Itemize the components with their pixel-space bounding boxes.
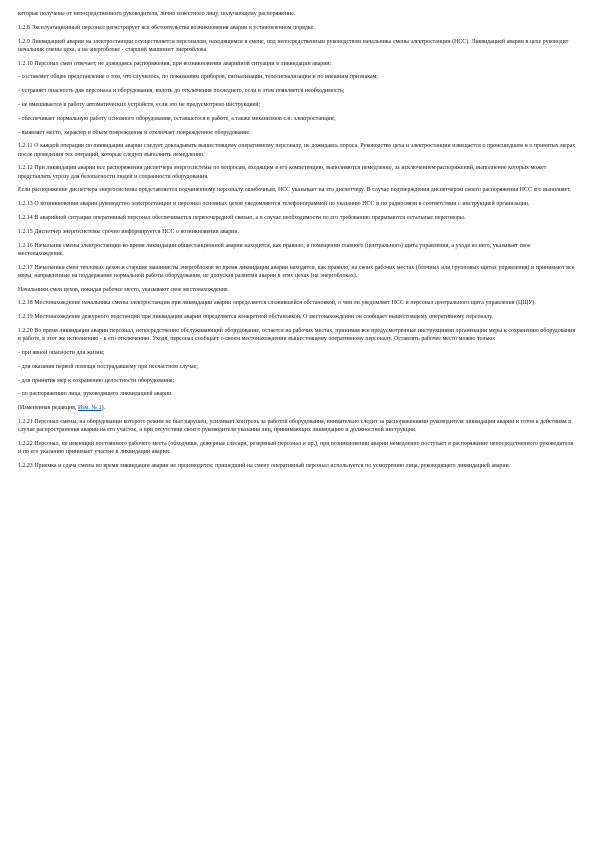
paragraph-text: 1.2.16 Начальник смены электростанции во время ликвидации общестанционной аварии находится, как правило, в помещении главного (центрального) щита управления, а уходя из него, указывает свое местонахождение.: [18, 242, 531, 257]
paragraph: [18, 327, 577, 343]
paragraph-text: - для оказания первой помощи пострадавшему при несчастном случае;: [18, 363, 198, 370]
paragraph-text: 1.2.20 Во время ликвидации аварии персонал, непосредственно обслуживающий оборудование, остается на рабочих местах, принимая все предусмотренные инструкциями организации меры к сохранению оборудования в работе, в этот же исполнению - к его отключению. Уходя, персонал сообщает о своем местонахождении вышестоящему оперативному персоналу. Оставлять рабочее место можно только:: [18, 327, 576, 343]
paragraph-text: (Измененная редакция,: [18, 405, 78, 412]
paragraph: [18, 377, 577, 385]
paragraph: [18, 418, 577, 434]
paragraph-text: 1.2.14 В аварийной ситуации оперативный персонал обеспечивается первоочередной связью, а в случае необходимости по его требованию прерываются остальные переговоры.: [18, 214, 466, 221]
paragraph: [18, 101, 577, 109]
paragraph: [18, 313, 577, 321]
paragraph: [18, 363, 577, 371]
paragraph-text: 1.2.11 О каждой операции по ликвидации аварии следует докладывать вышестоящему оперативному персоналу, не дожидаясь опроса. Руководство цеха и электростанции извещается о происшедшем и о принятых мерах после проведения тех операций, которые следует выполнить немедленно.: [18, 143, 576, 158]
paragraph-text: которые получены от непосредственного руководителя, лично известного лицу, получающему распоряжение.: [18, 11, 296, 17]
paragraph: [18, 390, 577, 398]
amendment-link[interactable]: Изм. № 1: [78, 405, 102, 412]
paragraph: [18, 228, 577, 236]
paragraph: [18, 24, 577, 32]
paragraph: [18, 129, 577, 137]
paragraph: [18, 38, 577, 54]
paragraph-text: 1.2.21 Персонал смены, на оборудовании которого режим не был нарушен, усиливает контроль за работой оборудования, внимательно следит за распоряжениями руководителя ликвидации аварии и готов к действиям в случае распространения аварии на его участок, а при отсутствии своего руководителя указания лиц, принимающих ликвидацию и должностной инструкции.: [18, 418, 572, 434]
paragraph-text: 1.2.9 Ликвидацией аварии на электростанции осуществляется персоналом, находящимся в смене, под непосредственным руководством начальника смены электростанции (НСС). Ликвидацией аварии в цехе руководит начальник смены цеха, а на энергоблоке - старший машинист энергоблока.: [18, 38, 569, 53]
paragraph: [18, 60, 577, 68]
paragraph: [18, 142, 577, 158]
paragraph: [18, 200, 577, 208]
paragraph-text: 1.2.17 Начальники смен тепловых цехов и старшие машинисты энергоблоков во время ликвидации аварии находятся, как правило, на своих рабочих местах (блочных или групповых щитах управления) и принимают все меры, направленные на поддержание нормальной работы оборудования, не допуская развития аварии в этих цехах (на энергоблоках).: [18, 264, 575, 279]
paragraph: [18, 462, 577, 470]
paragraph-text: 1.2.19 Местонахождение дежурного подстанции при ликвидации аварии определяется конкретной обстановкой. О местонахождении он сообщает вышестоящему оперативному персоналу.: [18, 314, 494, 321]
paragraph-text: - составляет общее представление о том, что случилось, по показаниям приборов, сигнализации, телесигнализации и по внешним признакам;: [18, 74, 378, 81]
paragraph-text: - по распоряжению лица, руководящего ликвидацией аварии.: [18, 391, 173, 398]
paragraph: [18, 73, 577, 81]
paragraph: [18, 242, 577, 258]
paragraph: [18, 404, 577, 412]
paragraph-text: Если распоряжение диспетчера энергосистемы представляется подчиненному персоналу ошибочным, НСС указывает на это диспетчеру. В случае подтверждения диспетчером своего распоряжения НСС его выполняет.: [18, 187, 571, 194]
paragraph-text: 1.2.23 Приемка и сдача смены во время ликвидации аварии не производится; пришедший на смену оперативный персонал используется по усмотрению лица, руководящего ликвидацией аварии.: [18, 462, 511, 469]
paragraph: [18, 440, 577, 456]
paragraph: [18, 286, 577, 294]
paragraph-text: 1.2.15 Диспетчер энергосистемы срочно информируется НСС о возникновении аварии.: [18, 228, 239, 235]
paragraph-text: - при явной опасности для жизни;: [18, 349, 105, 356]
paragraph-text: 1.2.8 Эксплуатационный персонал регистрирует все обстоятельства возникновения аварии в установленном порядке.: [18, 24, 315, 31]
paragraph: [18, 214, 577, 222]
paragraph: [18, 87, 577, 95]
paragraph-text: 1.2.12 При ликвидации аварии все распоряжения диспетчера энергосистемы по вопросам, входящим в его компетенцию, выполняются немедленно, за исключением распоряжений, выполнение которых может представлять угрозу для безопасности людей и сохранности оборудования.: [18, 165, 547, 180]
paragraph-text: 1.2.10 Персонал смен отвечает, не дожидаясь распоряжения, при возникновении аварийной ситуации в ликвидации аварии:: [18, 60, 332, 67]
paragraph: [18, 264, 577, 280]
paragraph: [18, 186, 577, 194]
paragraph: [18, 115, 577, 123]
paragraph: [18, 164, 577, 180]
document-body: [18, 10, 577, 470]
paragraph: [18, 299, 577, 307]
paragraph-text: Начальники смен цехов, покидая рабочее место, указывают свое местонахождение.: [18, 286, 230, 293]
paragraph-suffix: ).: [101, 405, 106, 412]
paragraph-text: - не вмешивается в работу автоматических устройств, если это не предусмотрено инструкцией;: [18, 101, 261, 108]
paragraph: [18, 349, 577, 357]
paragraph-text: - обеспечивает нормальную работу основного оборудования, оставшегося в работе, а также механизмов с.н. электростанции;: [18, 115, 336, 122]
paragraph-text: - для принятия мер к сохранению целостности оборудования;: [18, 377, 175, 384]
paragraph-text: - выявляет место, характер и объем повреждения и отключает поврежденное оборудование.: [18, 129, 251, 136]
paragraph-text: 1.2.22 Персонал, не имеющий постоянного рабочего места (обходчики, дежурные слесари, резервный персонал и пр.), при возникновении аварии немедленно поступает в распоряжение непосредственного руководителя и по его указанию принимает участие в ликвидации аварии.: [18, 440, 574, 456]
paragraph: [18, 10, 577, 18]
paragraph-text: 1.2.13 О возникновении аварии руководство электростанции и персонал основных цехов уведомляются телефонограммой по указанию НСС и по радиосвязи в соответствии с инструкцией организации.: [18, 201, 530, 208]
paragraph-text: - устраняет опасность для персонала и оборудования, вплоть до отключения последнего, если в этом появляется необходимость;: [18, 88, 345, 95]
paragraph-text: 1.2.18 Местонахождение начальника смены электростанции при ликвидации аварии определяется сложившейся обстановкой, о чем он уведомляет НСС и персонал центрального щита управления (ЦЩУ).: [18, 300, 536, 307]
